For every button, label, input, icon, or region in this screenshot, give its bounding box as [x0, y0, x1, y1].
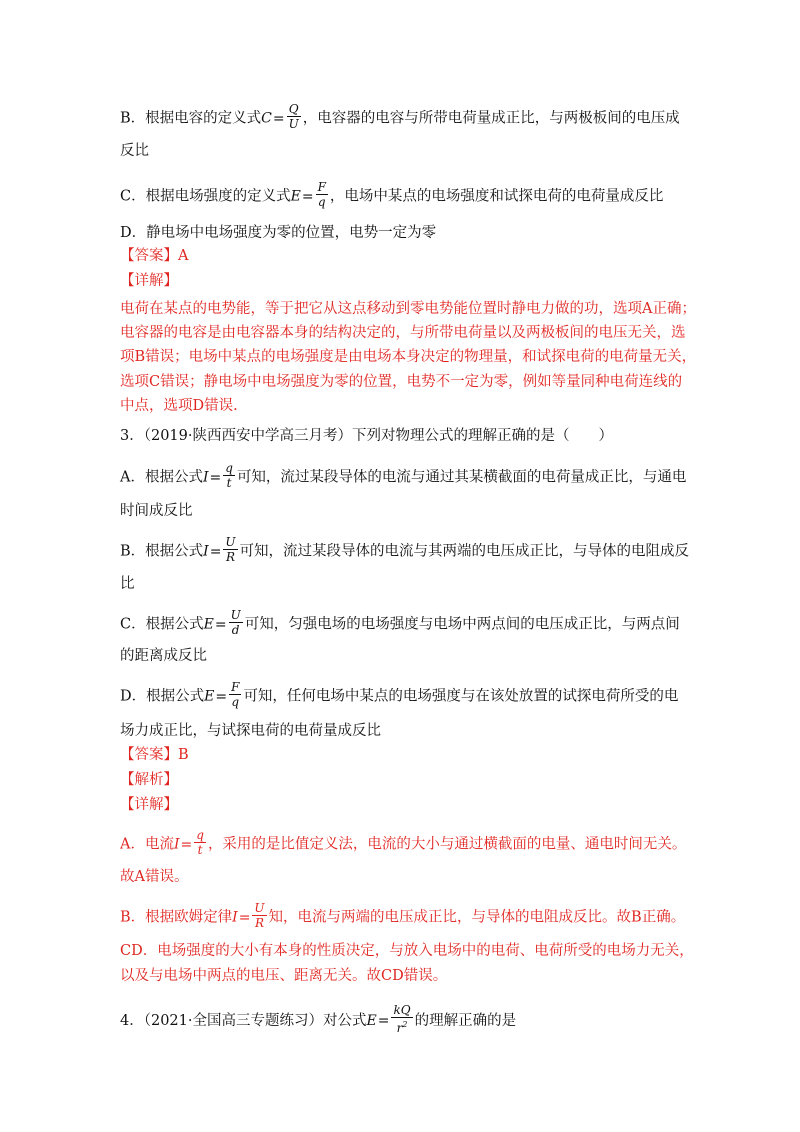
q2-option-b: B．根据电容的定义式C= $\frac{Q}{U}$ ，电容器的电容与所带电荷量成正比，与两极板间的电压成 [120, 102, 680, 131]
fraction: $\frac{U}{R}$ [225, 535, 236, 564]
q3-analysis-label: 【解析】 [120, 772, 178, 788]
q2-option-c: C．根据电场强度的定义式E= $\frac{F}{q}$ ，电场中某点的电场强度和试探电荷的电荷量成反比 [120, 180, 664, 209]
q2-answer: 【答案】A [120, 248, 189, 264]
q3-option-a-cont: 时间成反比 [120, 503, 193, 519]
fraction: $\frac{q}{t}$ [196, 828, 204, 857]
q3-option-c-cont: 的距离成反比 [120, 648, 207, 664]
q3-explain-a: A．电流I= $\frac{q}{t}$ ，采用的是比值定义法，电流的大小与通过横截面的电量、通电时间无关。 [120, 828, 687, 857]
q2-option-d: D．静电场中电场强度为零的位置，电势一定为零 [120, 225, 437, 241]
q3-option-a: A．根据公式I= $\frac{q}{t}$ 可知，流过某段导体的电流与通过其某横截面的电荷量成正比，与通电 [120, 461, 687, 490]
q2-option-b-cont: 反比 [120, 143, 149, 159]
fraction: $\frac{U}{R}$ [254, 901, 265, 930]
q3-explain-a-cont: 故A错误。 [120, 869, 189, 885]
fraction: $\frac{U}{d}$ [230, 608, 241, 637]
q3-answer: 【答案】B [120, 747, 189, 763]
q2-detail-label: 【详解】 [120, 273, 178, 289]
q3-stem: 3．（2019·陕西西安中学高三月考）下列对物理公式的理解正确的是（ ） [120, 428, 613, 444]
fraction: $\frac{F}{q}$ [317, 180, 326, 209]
q2-detail-line: 中点，选项D错误. [120, 398, 238, 414]
q3-option-d: D．根据公式E= $\frac{F}{q}$ 可知，任何电场中某点的电场强度与在该处放置的试探电荷所受的电 [120, 680, 679, 709]
fraction: $\frac{q}{t}$ [225, 461, 233, 490]
q2-detail-line: 电容器的电容是由电容器本身的结构决定的，与所带电荷量以及两极板间的电压无关，选 [120, 325, 686, 341]
q3-explain-cd-cont: 以及与电场中两点的电压、距离无关。故CD错误。 [120, 968, 448, 984]
fraction: $\frac{Q}{U}$ [288, 102, 299, 131]
q2-detail-line: 项B错误；电场中某点的电场强度是由电场本身决定的物理量，和试探电荷的电荷量无关， [120, 349, 697, 365]
q4-stem: 4．（2021·全国高三专题练习）对公式E= $\frac{kQ}{r^2}$ 的理解正确的是 [120, 1003, 517, 1035]
q3-option-b: B．根据公式I= $\frac{U}{R}$ 可知，流过某段导体的电流与其两端的电压成正比，与导体的电阻成反 [120, 535, 690, 564]
q3-explain-cd: CD．电场强度的大小有本身的性质决定，与放入电场中的电荷、电荷所受的电场力无关， [120, 943, 694, 959]
q3-option-d-cont: 场力成正比，与试探电荷的电荷量成反比 [120, 723, 381, 739]
q2-detail-line: 电荷在某点的电势能，等于把它从这点移动到零电势能位置时静电力做的功，选项A正确； [120, 301, 696, 317]
fraction: $\frac{kQ}{r^2}$ [393, 1003, 411, 1035]
fraction: $\frac{F}{q}$ [231, 680, 240, 709]
q3-explain-b: B．根据欧姆定律I= $\frac{U}{R}$ 知，电流与两端的电压成正比，与导体的电阻成反比。故B正确。 [120, 901, 686, 930]
q3-detail-label: 【详解】 [120, 797, 178, 813]
q3-option-b-cont: 比 [120, 576, 135, 592]
q3-option-c: C．根据公式E= $\frac{U}{d}$ 可知，匀强电场的电场强度与电场中两点间的电压成正比，与两点间 [120, 608, 680, 637]
q2-detail-line: 选项C错误；静电场中电场强度为零的位置，电势不一定为零，例如等量同种电荷连线的 [120, 374, 683, 390]
